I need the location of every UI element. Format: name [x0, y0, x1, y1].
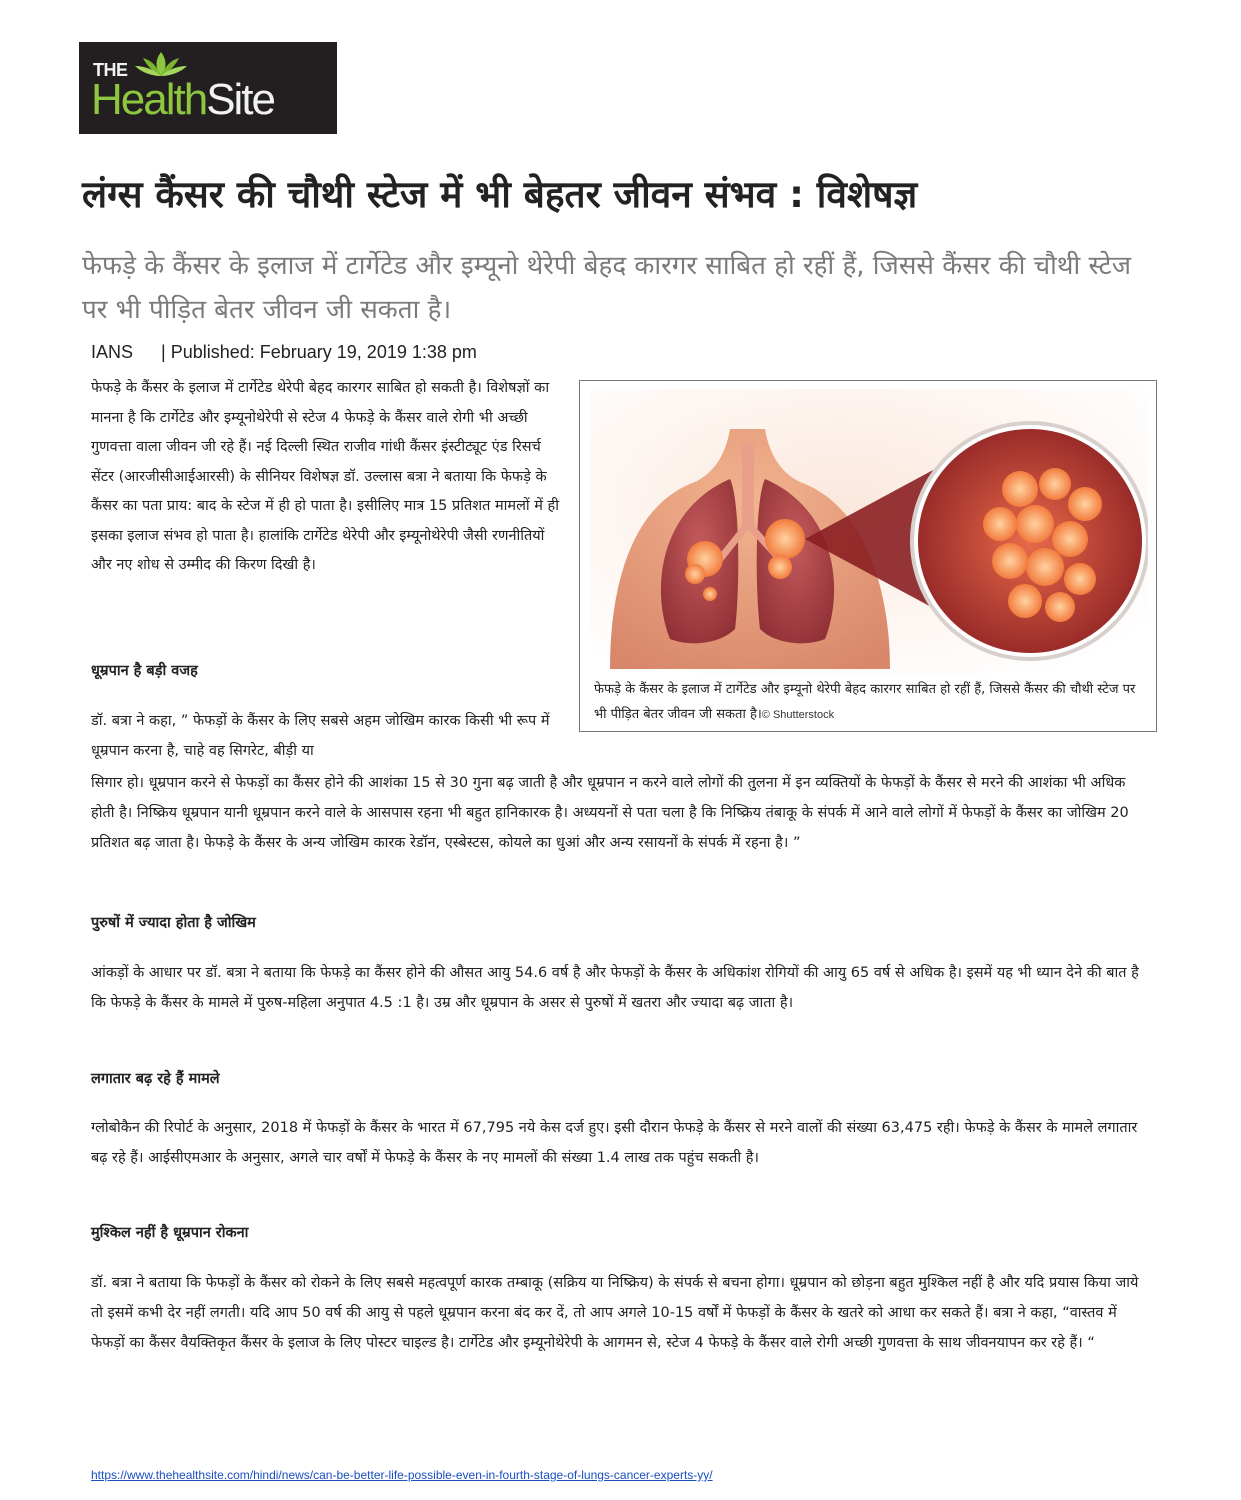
article-url-link[interactable]: https://www.thehealthsite.com/hindi/news/can-be-better-life-possible-even-in-fourth-stage-of-lungs-cancer-experts-yy/ [91, 1468, 713, 1482]
caption-text: फेफड़े के कैंसर के इलाज में टार्गेटेड और इम्यूनो थेरेपी बेहद कारगर साबित हो रहीं हैं, जिससे कैंसर की चौथी स्टेज पर भी पीड़ित बेतर जीवन जी सकता है। [594, 682, 1136, 722]
article-figure [579, 380, 1157, 732]
logo-site: Site [206, 75, 275, 124]
article-subtitle: फेफड़े के कैंसर के इलाज में टार्गेटेड और इम्यूनो थेरेपी बेहद कारगर साबित हो रहीं हैं, जिससे कैंसर की चौथी स्टेज पर भी पीड़ित बेतर जीवन जी सकता है। [82, 251, 1132, 325]
logo-wordmark [91, 76, 274, 124]
source-label[interactable]: IANS [91, 342, 134, 362]
image-credit: © Shutterstock [761, 709, 835, 721]
section-heading-smoking: धूम्रपान है बड़ी वजह [91, 663, 198, 679]
men-risk-paragraph: आंकड़ों के आधार पर डॉ. बत्रा ने बताया कि फेफड़े का कैंसर होने की औसत आयु 54.6 वर्ष है और फेफड़ों के कैंसर के अधिकांश रोगियों की आयु 65 वर्ष से अधिक है। इसमें यह भी ध्यान देने की बात है कि फेफड़े के कैंसर के मामले में पुरुष-महिला अनुपात 4.5 :1 है। उम्र और धूम्रपान के असर से पुरुषों में खतरा और ज्यादा बढ़ जाता है। [91, 965, 1139, 1011]
lung-cancer-illustration [590, 389, 1148, 674]
article-title: लंग्स कैंसर की चौथी स्टेज में भी बेहतर जीवन संभव : विशेषज्ञ [82, 173, 918, 216]
section-heading-rising-cases: लगातार बढ़ रहे हैं मामले [91, 1071, 220, 1087]
published-date: | Published: February 19, 2019 1:38 pm [161, 342, 477, 362]
figure-caption [594, 677, 1150, 728]
quit-smoking-paragraph: डॉ. बत्रा ने बताया कि फेफड़ों के कैंसर को रोकने के लिए सबसे महत्वपूर्ण कारक तम्बाकू (सक्रिय या निष्क्रिय) के संपर्क से बचना होगा। धूम्रपान को छोड़ना बहुत मुश्किल नहीं है और यदि प्रयास किया जाये तो इसमें कभी देर नहीं लगती। यदि आप 50 वर्ष की आयु से पहले धूम्रपान करना बंद कर दें, तो आप अगले 10-15 वर्षों में फेफड़ों के कैंसर के खतरे को आधा कर सकते हैं। बत्रा ने कहा, “वास्तव में फेफड़ों का कैंसर वैयक्तिकृत कैंसर के इलाज के लिए पोस्टर चाइल्ड है। टार्गेटेड और इम्यूनोथेरेपी के आगमन से, स्टेज 4 फेफड़े के कैंसर वाले रोगी अच्छी गुणवत्ता के साथ जीवनयापन कर रहे हैं। “ [91, 1275, 1139, 1351]
logo-the-text: THE [93, 60, 128, 80]
section-heading-quit-smoking: मुश्किल नहीं है धूम्रपान रोकना [91, 1225, 249, 1241]
byline [91, 342, 477, 363]
smoking-paragraph-rest: सिगार हो। धूम्रपान करने से फेफड़ों का कैंसर होने की आशंका 15 से 30 गुना बढ़ जाती है और धूम्रपान न करने वाले लोगों की तुलना में इन व्यक्तियों के फेफड़ों के कैंसर से मरने की आशंका भी अधिक होती है। निष्क्रिय धूम्रपान यानी धूम्रपान करने वाले के आसपास रहना भी बहुत हानिकारक है। अध्ययनों से पता चला है कि निष्क्रिय तंबाकू के संपर्क में आने वाले लोगों में फेफड़ों के कैंसर का जोखिम 20 प्रतिशत बढ़ जाता है। फेफड़े के कैंसर के अन्य जोखिम कारक रेडॉन, एस्बेस्टस, कोयले का धुआं और अन्य रसायनों के संपर्क में रहना है। ” [91, 775, 1129, 851]
rising-cases-paragraph: ग्लोबोकैन की रिपोर्ट के अनुसार, 2018 में फेफड़ों के कैंसर के भारत में 67,795 नये केस दर्ज हुए। इसी दौरान फेफड़े के कैंसर से मरने वालों की संख्या 63,475 रही। फेफड़े के कैंसर के मामले लगातार बढ़ रहे हैं। आईसीएमआर के अनुसार, अगले चार वर्षों में फेफड़े के कैंसर के नए मामलों की संख्या 1.4 लाख तक पहुंच सकती है। [91, 1120, 1138, 1166]
logo-health: Health [91, 75, 207, 124]
intro-paragraph: फेफड़े के कैंसर के इलाज में टार्गेटेड थेरेपी बेहद कारगर साबित हो सकती है। विशेषज्ञों का मानना है कि टार्गेटेड और इम्यूनोथेरेपी से स्टेज 4 फेफड़े के कैंसर वाले रोगी भी अच्छी गुणवत्ता वाला जीवन जी रहे हैं। नई दिल्ली स्थित राजीव गांधी कैंसर इंस्टीट्यूट एंड रिसर्च सेंटर (आरजीसीआईआरसी) के सीनियर विशेषज्ञ डॉ. उल्लास बत्रा ने बताया कि फेफड़े के कैंसर का पता प्राय: बाद के स्टेज में ही हो पाता है। इसीलिए मात्र 15 प्रतिशत मामलों में ही इसका इलाज संभव हो पाता है। हालांकि टार्गेटेड थेरेपी और इम्यूनोथेरेपी जैसी रणनीतियों और नए शोध से उम्मीद की किरण दिखी है। [91, 380, 560, 573]
smoking-paragraph-start: डॉ. बत्रा ने कहा, ” फेफड़ों के कैंसर के लिए सबसे अहम जोखिम कारक किसी भी रूप में धूम्रपान करना है, चाहे वह सिगरेट, बीड़ी या [91, 713, 550, 759]
section-heading-men-risk: पुरुषों में ज्यादा होता है जोखिम [91, 915, 256, 931]
site-logo[interactable] [79, 42, 337, 134]
